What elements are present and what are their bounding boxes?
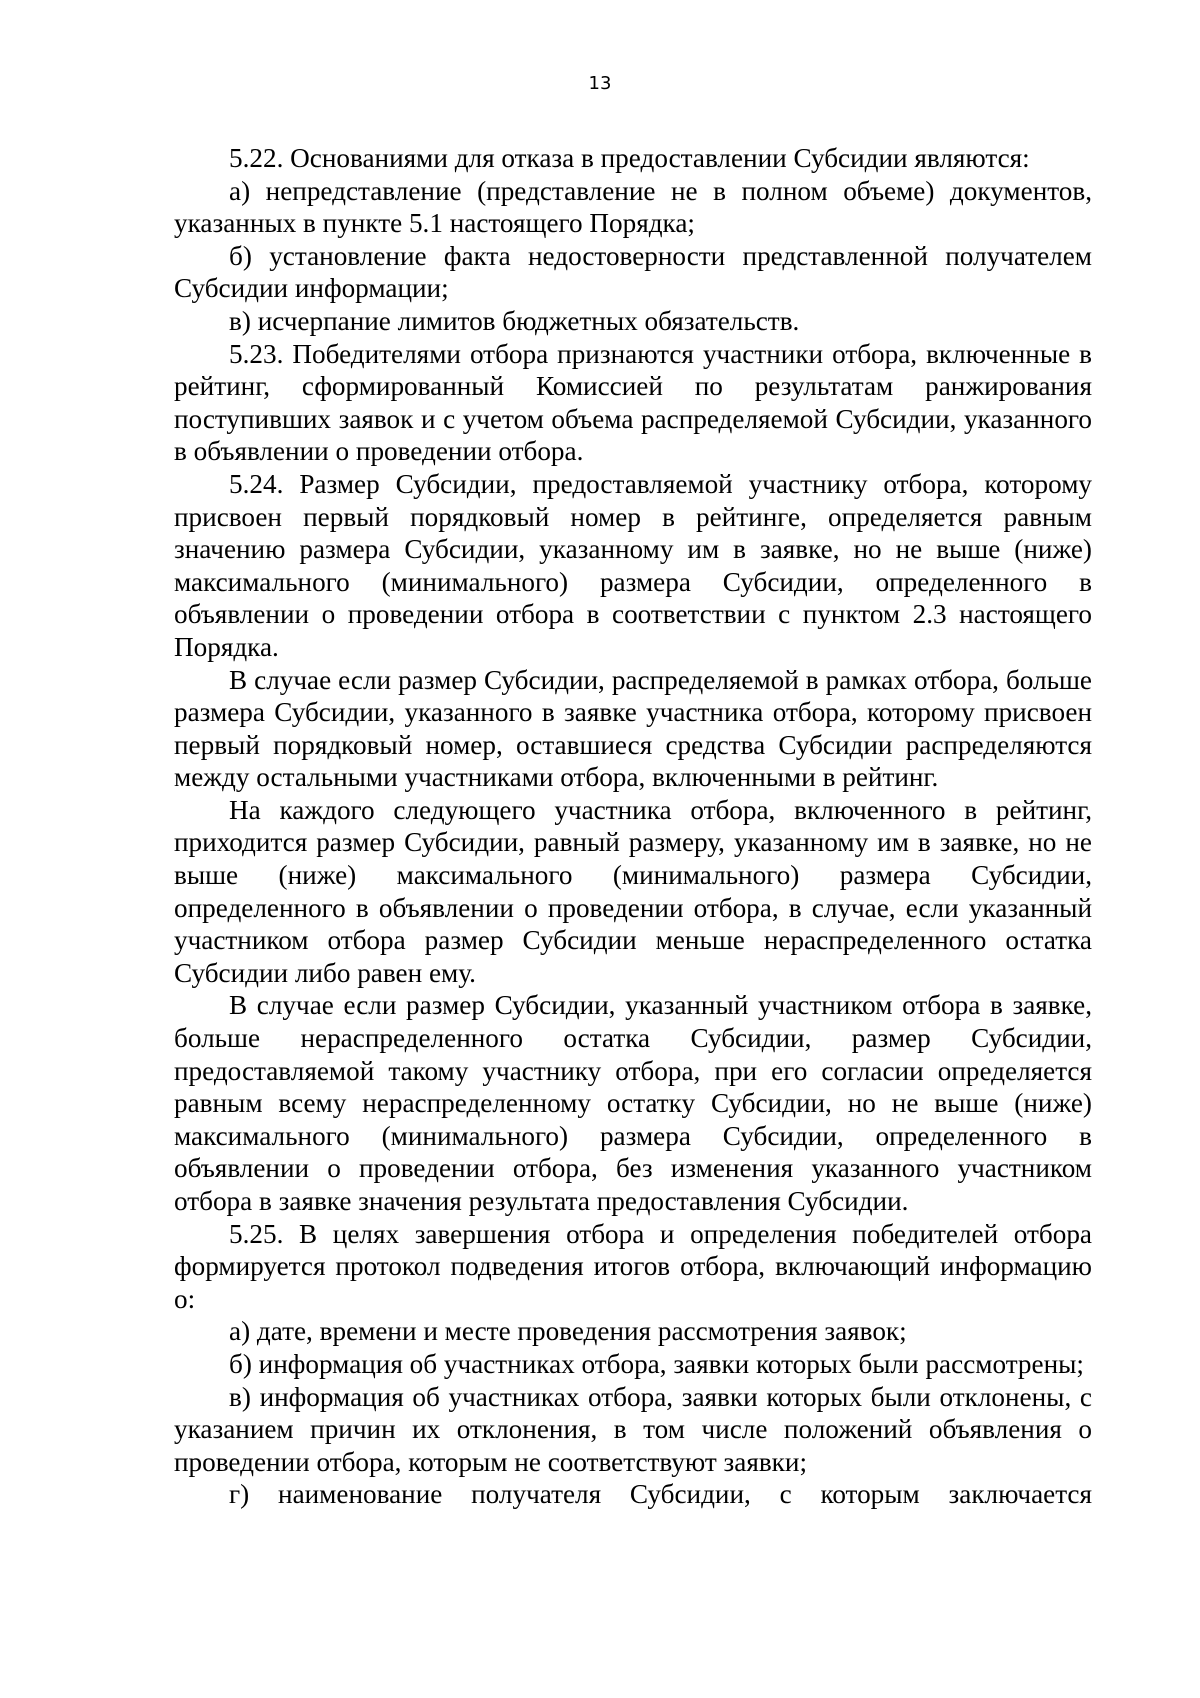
paragraph-5-22-v: в) исчерпание лимитов бюджетных обязательств. <box>229 305 800 336</box>
page-number: 13 <box>588 73 612 94</box>
paragraph-5-22: 5.22. Основаниями для отказа в предоставлении Субсидии являются: <box>229 143 1030 173</box>
paragraph-5-25-b: б) информация об участниках отбора, заявки которых были рассмотрены; <box>229 1348 1084 1379</box>
paragraph-5-24-remainder: В случае если размер Субсидии, распределяемой в рамках отбора, больше размера Субсидии, указанного в заявке участника отбора, которому присвоен первый порядковый номер, оставшиеся средства Субсидии распределяются между остальными участниками отбора, включенными в рейтинг. <box>174 664 1092 793</box>
paragraph-5-22-a: а) непредставление (представление не в полном объеме) документов, указанных в пункте 5.1 настоящего Порядка; <box>174 175 1092 239</box>
paragraph-5-22-b: б) установление факта недостоверности представленной получателем Субсидии информации; <box>174 240 1092 304</box>
paragraph-5-25-a: а) дате, времени и месте проведения рассмотрения заявок; <box>229 1316 907 1347</box>
paragraph-5-25-g: г) наименование получателя Субсидии, с которым заключается <box>229 1479 1092 1510</box>
paragraph-5-25-v: в) информация об участниках отбора, заявки которых были отклонены, с указанием причин их отклонения, в том числе положений объявления о проведении отбора, которым не соответствуют заявки; <box>174 1381 1092 1477</box>
paragraph-5-23: 5.23. Победителями отбора признаются участники отбора, включенные в рейтинг, сформированный Комиссией по результатам ранжирования поступивших заявок и с учетом объема распределяемой Субсидии, указанного в объявлении о проведении отбора. <box>174 338 1092 467</box>
paragraph-5-24: 5.24. Размер Субсидии, предоставляемой участнику отбора, которому присвоен первый порядковый номер в рейтинге, определяется равным значению размера Субсидии, указанному им в заявке, но не выше (ниже) максимального (минимального) размера Субсидии, определенного в объявлении о проведении отбора в соответствии с пунктом 2.3 настоящего Порядка. <box>174 468 1092 662</box>
paragraph-5-24-excess: В случае если размер Субсидии, указанный участником отбора в заявке, больше нераспределенного остатка Субсидии, размер Субсидии, предоставляемой такому участнику отбора, при его согласии определяется равным всему нераспределенному остатку Субсидии, но не выше (ниже) максимального (минимального) размера Субсидии, определенного в объявлении о проведении отбора, без изменения указанного участником отбора в заявке значения результата предоставления Субсидии. <box>174 990 1092 1216</box>
document-body <box>174 142 1092 1511</box>
paragraph-5-25: 5.25. В целях завершения отбора и определения победителей отбора формируется протокол подведения итогов отбора, включающий информацию о: <box>174 1218 1092 1314</box>
paragraph-5-24-next-participant: На каждого следующего участника отбора, включенного в рейтинг, приходится размер Субсидии, равный размеру, указанному им в заявке, но не выше (ниже) максимального (минимального) размера Субсидии, определенного в объявлении о проведении отбора, в случае, если указанный участником отбора размер Субсидии меньше нераспределенного остатка Субсидии либо равен ему. <box>174 794 1092 988</box>
